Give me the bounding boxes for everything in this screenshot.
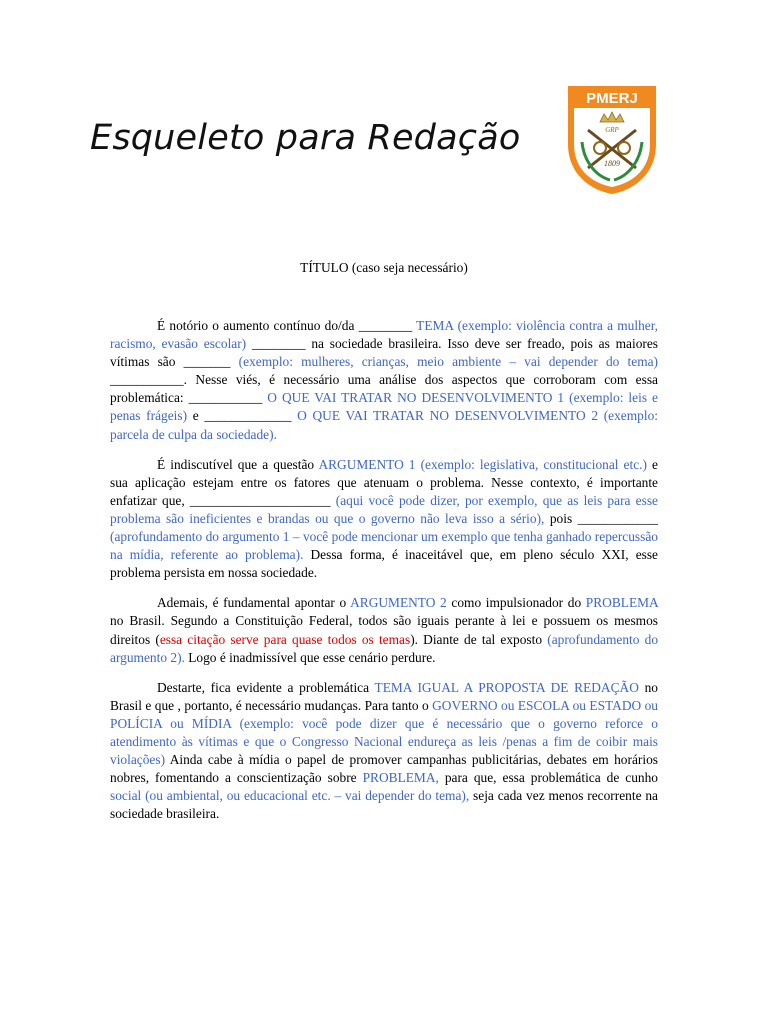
essay-paragraph [110, 456, 658, 583]
essay-text: É indiscutível que a questão [157, 456, 319, 472]
emblem-letters: GRP [605, 126, 619, 134]
essay-text: ___________. Nesse viés, é necessário uma análise dos aspectos que corroboram com essa problemática: ___________ [110, 372, 658, 406]
essay-text: como impulsionador do [446, 595, 586, 611]
essay-text: ________ na sociedade brasileira. Isso deve ser freado, pois as maiores vítimas são _______ [110, 336, 658, 370]
essay-paragraph [110, 317, 658, 444]
instruction-text: ARGUMENTO 1 (exemplo: legislativa, constitucional etc.) [318, 456, 647, 472]
pmerj-emblem-logo [564, 82, 660, 196]
essay-text: para que, essa problemática de cunho [438, 770, 658, 786]
instruction-text: GOVERNO ou ESCOLA ou ESTADO ou POLÍCIA ou MÍDIA (exemplo: você pode dizer que é necessário que o governo reforce o atendimento às vítimas e que o Congresso Nacional endureça as leis /penas a fim de coibir mais violações) [110, 697, 658, 768]
essay-text: pois ____________ [544, 510, 658, 526]
essay-text: seja cada vez menos recorrente na sociedade brasileira. [110, 788, 658, 822]
page-title: Esqueleto para Redação [90, 118, 521, 158]
instruction-text: ARGUMENTO 2 [350, 595, 447, 611]
essay-text: e _____________ [187, 408, 298, 424]
instruction-text: TEMA (exemplo: violência contra a mulher, racismo, evasão escolar) [110, 318, 658, 352]
essay-body [110, 317, 658, 835]
essay-text: Logo é inadmissível que esse cenário perdure. [184, 649, 436, 665]
essay-text: no Brasil. Segundo a Constituição Federal, todos são iguais perante à lei e possuem os mesmos direitos ( [110, 613, 658, 647]
note-text: essa citação serve para quase todos os temas [159, 631, 411, 647]
instruction-text: (aprofundamento do argumento 2). [110, 631, 659, 665]
instruction-text: (aqui você pode dizer, por exemplo, que as leis para esse problema são ineficientes e brandas ou que o governo não leva isso a sério), [110, 492, 658, 526]
instruction-text: TEMA IGUAL A PROPOSTA DE REDAÇÃO [374, 679, 639, 695]
instruction-text: (exemplo: mulheres, crianças, meio ambiente – vai depender do tema) [238, 354, 659, 370]
essay-text: no Brasil e que , portanto, é necessário mudanças. Para tanto o [110, 679, 658, 713]
essay-text: É notório o aumento contínuo do/da ________ [157, 318, 417, 333]
essay-text: Dessa forma, é inaceitável que, em pleno século XXI, esse problema persista em nossa sociedade. [110, 547, 658, 581]
instruction-text: PROBLEMA [585, 595, 658, 611]
essay-text: e sua aplicação estejam entre os fatores que atenuam o problema. Nesse contexto, é importante enfatizar que, _____________________ [110, 456, 658, 508]
instruction-text: O QUE VAI TRATAR NO DESENVOLVIMENTO 1 (exemplo: leis e penas frágeis) [110, 390, 658, 424]
essay-text: ). Diante de tal exposto [410, 631, 548, 647]
instruction-text: PROBLEMA, [362, 770, 439, 786]
instruction-text: social (ou ambiental, ou educacional etc. – vai depender do tema), [110, 788, 470, 804]
essay-text: Destarte, fica evidente a problemática [157, 679, 375, 695]
essay-text: Ainda cabe à mídia o papel de promover campanhas publicitárias, debates em horários nobres, fomentando a conscientização sobre [110, 752, 658, 786]
emblem-text: PMERJ [586, 90, 638, 107]
emblem-year: 1809 [604, 159, 620, 168]
instruction-text: O QUE VAI TRATAR NO DESENVOLVIMENTO 2 (exemplo: parcela de culpa da sociedade). [110, 408, 658, 442]
essay-text: Ademais, é fundamental apontar o [157, 595, 351, 611]
essay-title-placeholder: TÍTULO (caso seja necessário) [300, 260, 468, 275]
instruction-text: (aprofundamento do argumento 1 – você pode mencionar um exemplo que tenha ganhado repercussão na mídia, referente ao problema). [110, 529, 658, 563]
essay-paragraph [110, 594, 658, 666]
essay-paragraph [110, 679, 658, 824]
